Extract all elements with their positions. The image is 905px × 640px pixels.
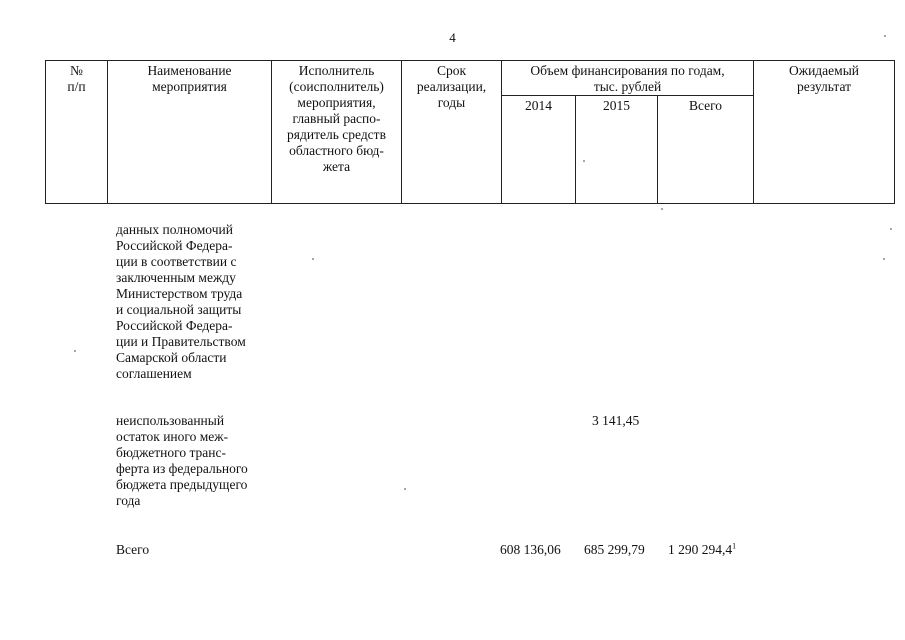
header-col-2015: 2015 <box>576 96 658 204</box>
scan-speck <box>884 35 886 37</box>
scan-speck <box>404 488 406 490</box>
row-name-total: Всего <box>116 542 150 557</box>
row-2-value-2015: 3 141,45 <box>592 413 640 428</box>
page-number: 4 <box>449 30 456 45</box>
header-col-no: № п/п <box>46 61 108 204</box>
scan-speck <box>890 228 892 230</box>
header-col-term: Срок реализации, годы <box>402 61 502 204</box>
table-header <box>45 60 895 204</box>
header-col-2014: 2014 <box>502 96 576 204</box>
footnote-mark: 1 <box>732 541 737 551</box>
total-value-2015: 685 299,79 <box>584 542 645 557</box>
scan-speck <box>661 208 663 210</box>
total-value-all-text: 1 290 294,4 <box>668 542 733 557</box>
header-col-result: Ожидаемый результат <box>754 61 895 204</box>
header-col-total: Всего <box>658 96 754 204</box>
header-col-executor: Исполнитель (соисполнитель) мероприятия, главный распо- рядитель средств областного бюд- жета <box>272 61 402 204</box>
scan-speck <box>312 258 314 260</box>
row-name-1: данных полномочий Российской Федера- ции в соответствии с заключенным между Министерством труда и социальной защиты Российской Федера- ции и Правительством Самарской области соглашением <box>116 222 246 381</box>
total-value-2014: 608 136,06 <box>500 542 561 557</box>
scan-speck <box>583 160 585 162</box>
row-name-2: неиспользованный остаток иного меж- бюджетного транс- ферта из федерального бюджета предыдущего года <box>116 413 248 508</box>
header-col-name: Наименование мероприятия <box>108 61 272 204</box>
header-col-funding: Объем финансирования по годам, тыс. рублей <box>502 61 754 96</box>
scan-speck <box>883 258 885 260</box>
total-value-all <box>668 542 736 558</box>
scan-speck <box>74 350 76 352</box>
